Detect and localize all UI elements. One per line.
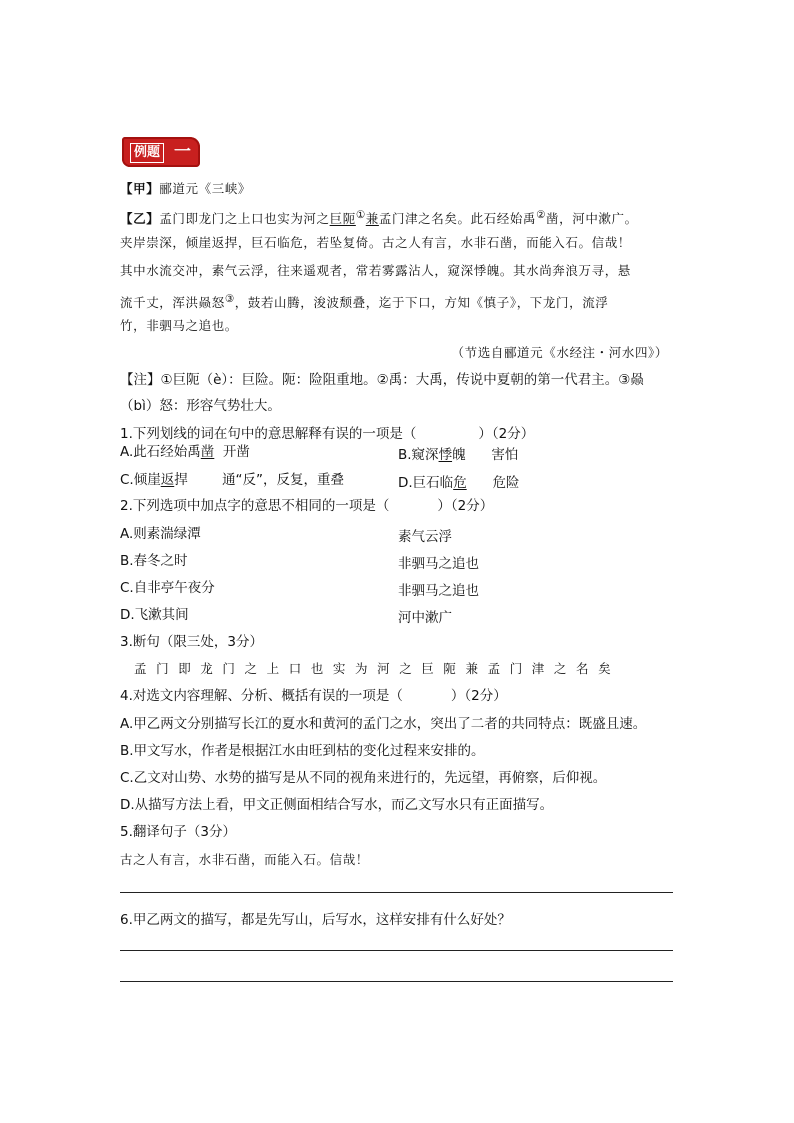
q1-a-label: A.此石经始禹 <box>120 444 201 460</box>
question-5-stem: 5.翻译句子（3分） <box>120 824 236 840</box>
q4-stem-text: 4.对选文内容理解、分析、概括有误的一项是（ <box>120 688 403 704</box>
q4-option-d: D.从描写方法上看，甲文正侧面相结合写水，而乙文写水只有正面描写。 <box>120 797 554 813</box>
passage-yi-line-3: 其中水流交冲，素气云浮，往来遥观者，常若雾露沾人，窥深悸魄。其水尚奔浪万寻，悬 <box>120 263 631 278</box>
q2-option-d-left: D.飞漱其间 <box>120 607 189 623</box>
q4-option-a: A.甲乙两文分别描写长江的夏水和黄河的孟门之水，突出了二者的共同特点：既盛且速。 <box>120 716 647 732</box>
q2-points: ）（2分） <box>437 498 494 514</box>
yi-text: ，鼓若山腾，浚波颓叠，迄于下口，方知《慎子》，下龙门，流浮 <box>234 295 609 311</box>
q1-a-word: 凿 <box>200 444 215 460</box>
q2-option-b-left: B.春冬之时 <box>120 553 188 569</box>
q1-c-label: C.倾崖 <box>120 472 161 488</box>
example-banner <box>122 137 200 167</box>
question-4-stem <box>120 687 507 705</box>
passage-yi-line-2: 夹岸崇深，倾崖返捍，巨石临危，若坠复倚。古之人有言，水非石凿，而能入石。信哉！ <box>120 235 631 250</box>
passage-yi-line-1 <box>120 206 638 228</box>
q4-points: ）（2分） <box>450 688 507 704</box>
jia-title: 郦道元《三峡》 <box>159 181 252 196</box>
footnote-marker: ① <box>355 209 366 221</box>
banner-label: 例题 <box>130 143 164 163</box>
footnote-marker: ② <box>536 209 547 221</box>
q1-b-word: 悸 <box>438 447 453 463</box>
q1-d-explanation: 危险 <box>492 475 520 491</box>
q1-option-b <box>398 443 518 463</box>
q2-option-c-right: 非驷马之追也 <box>398 583 479 599</box>
footnote-marker: ③ <box>224 293 235 305</box>
passage-source: （节选自郦道元《水经注・河水四》） <box>451 345 668 360</box>
yi-text: 孟门即龙门之上口也实为河之 <box>159 211 330 227</box>
notes-line-1: 【注】①巨阨（è）：巨险。阨：险阻重地。②禹：大禹，传说中夏朝的第一代君主。③赑 <box>120 372 644 388</box>
q1-option-d <box>398 471 519 491</box>
q1-b-explanation: 害怕 <box>491 447 519 463</box>
yi-tag: 【乙】 <box>120 211 160 227</box>
yi-underlined-word: 兼 <box>365 211 379 227</box>
q4-option-c: C.乙文对山势、水势的描写是从不同的视角来进行的，先远望，再俯察，后仰视。 <box>120 770 607 786</box>
q1-a-explanation: 开凿 <box>222 444 250 460</box>
q2-option-c-left: C.自非亭午夜分 <box>120 580 215 596</box>
q5-sentence: 古之人有言，水非石凿，而能入石。信哉！ <box>120 852 369 867</box>
question-6-stem: 6.甲乙两文的描写，都是先写山，后写水，这样安排有什么好处？ <box>120 912 511 928</box>
banner-number: 一 <box>174 142 191 162</box>
q1-d-label: D.巨石临 <box>398 475 454 491</box>
yi-underlined-word: 巨阨 <box>329 211 356 227</box>
q1-option-a <box>120 443 250 461</box>
q3-punctuation-text[interactable]: 孟门即龙门之上口也实为河之巨阨兼孟门津之名矣 <box>134 661 621 676</box>
notes-line-2: （bì）怒：形容气势壮大。 <box>120 398 281 414</box>
q1-c-word: 返 <box>160 472 175 488</box>
jia-tag: 【甲】 <box>120 181 160 196</box>
passage-yi-line-5: 竹，非驷马之追也。 <box>120 318 238 333</box>
q1-d-word: 危 <box>453 475 467 491</box>
q2-option-a-left: A.则素湍绿潭 <box>120 526 201 542</box>
yi-text: 流千丈，浑洪赑怒 <box>120 295 225 311</box>
question-2-stem <box>120 497 493 515</box>
q1-stem-text: 1.下列划线的词在句中的意思解释有误的一项是（ <box>120 426 417 442</box>
passage-jia <box>120 180 251 198</box>
q5-answer-line[interactable] <box>120 892 673 893</box>
q2-option-d-right: 河中漱广 <box>398 610 452 626</box>
question-1-stem <box>120 425 534 443</box>
q1-c-rest: 捍 <box>174 472 188 488</box>
q4-option-b: B.甲文写水，作者是根据江水由旺到枯的变化过程来安排的。 <box>120 743 485 759</box>
q2-option-a-right: 素气云浮 <box>398 529 452 545</box>
q6-answer-line-1[interactable] <box>120 950 673 951</box>
q1-points: ）（2分） <box>478 426 535 442</box>
q1-c-explanation: 通“反”，反复，重叠 <box>222 472 345 488</box>
q6-answer-line-2[interactable] <box>120 981 673 982</box>
yi-text: 凿，河中漱广。 <box>546 211 638 227</box>
q2-stem-text: 2.下列选项中加点字的意思不相同的一项是（ <box>120 498 390 514</box>
q1-b-rest: 魄 <box>452 447 466 463</box>
q1-b-label: B.窥深 <box>398 447 439 463</box>
yi-text: 孟门津之名矣。此石经始禹 <box>378 211 537 227</box>
question-3-stem: 3.断句（限三处，3分） <box>120 634 263 650</box>
passage-yi-line-4 <box>120 290 608 312</box>
q1-option-c <box>120 471 344 489</box>
q2-option-b-right: 非驷马之追也 <box>398 556 479 572</box>
